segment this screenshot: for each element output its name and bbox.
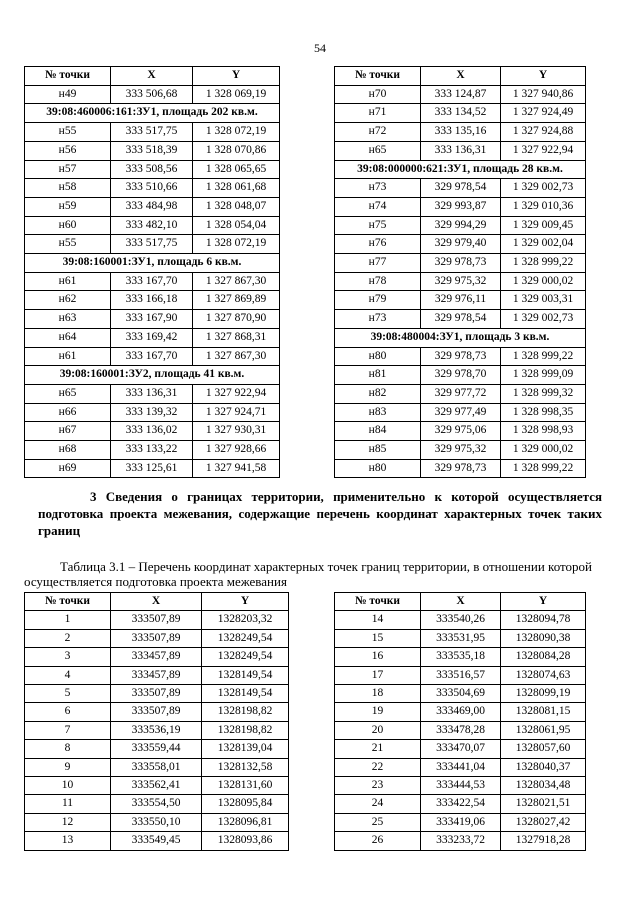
- y-coordinate-cell: 1 329 002,73: [501, 179, 586, 198]
- x-coordinate-cell: 333507,89: [111, 703, 202, 721]
- y-coordinate-cell: 1328095,84: [202, 795, 289, 813]
- y-coordinate-cell: 1328040,37: [501, 758, 586, 776]
- table-header-row: [335, 593, 586, 611]
- point-number-cell: н56: [25, 141, 111, 160]
- x-coordinate-cell: 329 978,54: [421, 179, 501, 198]
- point-number-cell: н63: [25, 310, 111, 329]
- table-row: [25, 291, 280, 310]
- y-coordinate-cell: 1328096,81: [202, 813, 289, 831]
- parcel-subheader: 39:08:000000:621:ЗУ1, площадь 28 кв.м.: [335, 160, 586, 179]
- point-number-cell: 21: [335, 740, 421, 758]
- territory-points-table-right: [334, 592, 586, 851]
- table-row: [25, 611, 289, 629]
- point-number-cell: н80: [335, 459, 421, 478]
- y-coordinate-cell: 1 327 870,90: [193, 310, 280, 329]
- x-coordinate-cell: 333 517,75: [111, 235, 193, 254]
- point-number-cell: н61: [25, 272, 111, 291]
- table-row: [25, 347, 280, 366]
- y-coordinate-cell: 1328131,60: [202, 777, 289, 795]
- point-number-cell: 9: [25, 758, 111, 776]
- point-number-cell: н80: [335, 347, 421, 366]
- table-row: [25, 216, 280, 235]
- table-row: [25, 310, 280, 329]
- x-coordinate-cell: 333 133,22: [111, 441, 193, 460]
- table-row: [25, 384, 280, 403]
- x-coordinate-cell: 329 975,32: [421, 441, 501, 460]
- point-number-cell: н85: [335, 441, 421, 460]
- table-row: [335, 179, 586, 198]
- table-row: [335, 721, 586, 739]
- point-number-cell: 1: [25, 611, 111, 629]
- point-number-cell: 11: [25, 795, 111, 813]
- point-number-cell: н59: [25, 197, 111, 216]
- x-coordinate-cell: 329 978,73: [421, 254, 501, 273]
- header-y: Y: [193, 67, 280, 86]
- point-number-cell: 19: [335, 703, 421, 721]
- x-coordinate-cell: 333441,04: [421, 758, 501, 776]
- x-coordinate-cell: 333 167,90: [111, 310, 193, 329]
- table-row: [25, 235, 280, 254]
- y-coordinate-cell: 1328203,32: [202, 611, 289, 629]
- table-row: [25, 758, 289, 776]
- y-coordinate-cell: 1 328 061,68: [193, 179, 280, 198]
- y-coordinate-cell: 1328021,51: [501, 795, 586, 813]
- point-number-cell: 15: [335, 629, 421, 647]
- point-number-cell: н82: [335, 384, 421, 403]
- y-coordinate-cell: 1 328 999,22: [501, 347, 586, 366]
- y-coordinate-cell: 1 329 009,45: [501, 216, 586, 235]
- table-row: [25, 685, 289, 703]
- y-coordinate-cell: 1328149,54: [202, 666, 289, 684]
- table-row: [25, 272, 280, 291]
- y-coordinate-cell: 1 328 998,93: [501, 422, 586, 441]
- parcel-subheader-row: [25, 254, 280, 273]
- y-coordinate-cell: 1 327 930,31: [193, 422, 280, 441]
- x-coordinate-cell: 333507,89: [111, 611, 202, 629]
- table-header-row: [25, 67, 280, 86]
- x-coordinate-cell: 329 979,40: [421, 235, 501, 254]
- point-number-cell: н74: [335, 197, 421, 216]
- table-row: [25, 703, 289, 721]
- table-row: [335, 235, 586, 254]
- point-number-cell: н75: [335, 216, 421, 235]
- table-row: [25, 813, 289, 831]
- table-row: [335, 813, 586, 831]
- header-y: Y: [202, 593, 289, 611]
- point-number-cell: н68: [25, 441, 111, 460]
- point-number-cell: 8: [25, 740, 111, 758]
- table-row: [335, 666, 586, 684]
- table-row: [25, 179, 280, 198]
- y-coordinate-cell: 1 329 002,73: [501, 310, 586, 329]
- table-row: [335, 291, 586, 310]
- parcel-subheader-row: [25, 104, 280, 123]
- header-point: № точки: [335, 67, 421, 86]
- point-number-cell: н83: [335, 403, 421, 422]
- table-row: [25, 141, 280, 160]
- y-coordinate-cell: 1 328 065,65: [193, 160, 280, 179]
- x-coordinate-cell: 329 977,49: [421, 403, 501, 422]
- table-row: [335, 832, 586, 850]
- x-coordinate-cell: 329 978,73: [421, 459, 501, 478]
- y-coordinate-cell: 1328057,60: [501, 740, 586, 758]
- section-heading: [38, 488, 602, 539]
- table-row: [25, 459, 280, 478]
- y-coordinate-cell: 1 328 999,32: [501, 384, 586, 403]
- point-number-cell: н71: [335, 104, 421, 123]
- y-coordinate-cell: 1 329 000,02: [501, 272, 586, 291]
- point-number-cell: н69: [25, 459, 111, 478]
- y-coordinate-cell: 1 328 999,22: [501, 459, 586, 478]
- x-coordinate-cell: 333457,89: [111, 666, 202, 684]
- x-coordinate-cell: 333419,06: [421, 813, 501, 831]
- y-coordinate-cell: 1 329 000,02: [501, 441, 586, 460]
- table-caption-text: Таблица 3.1 – Перечень координат характерных точек границ территории, в отношении которой осуществляется подготовка проекта межевания: [24, 559, 592, 589]
- x-coordinate-cell: 333 139,32: [111, 403, 193, 422]
- x-coordinate-cell: 333516,57: [421, 666, 501, 684]
- point-number-cell: н60: [25, 216, 111, 235]
- point-number-cell: 24: [335, 795, 421, 813]
- point-number-cell: н77: [335, 254, 421, 273]
- point-number-cell: 17: [335, 666, 421, 684]
- y-coordinate-cell: 1 328 072,19: [193, 123, 280, 142]
- x-coordinate-cell: 333 136,31: [421, 141, 501, 160]
- x-coordinate-cell: 333 506,68: [111, 85, 193, 104]
- x-coordinate-cell: 329 993,87: [421, 197, 501, 216]
- y-coordinate-cell: 1328074,63: [501, 666, 586, 684]
- table-row: [25, 422, 280, 441]
- point-number-cell: 5: [25, 685, 111, 703]
- y-coordinate-cell: 1 329 010,36: [501, 197, 586, 216]
- header-point: № точки: [335, 593, 421, 611]
- point-number-cell: н67: [25, 422, 111, 441]
- y-coordinate-cell: 1 328 069,19: [193, 85, 280, 104]
- x-coordinate-cell: 333469,00: [421, 703, 501, 721]
- y-coordinate-cell: 1328027,42: [501, 813, 586, 831]
- parcel-subheader: 39:08:460006:161:ЗУ1, площадь 202 кв.м.: [25, 104, 280, 123]
- x-coordinate-cell: 333507,89: [111, 685, 202, 703]
- table-row: [25, 740, 289, 758]
- table-row: [335, 685, 586, 703]
- y-coordinate-cell: 1 327 924,88: [501, 123, 586, 142]
- x-coordinate-cell: 333 136,02: [111, 422, 193, 441]
- table-row: [335, 216, 586, 235]
- header-x: X: [421, 67, 501, 86]
- point-number-cell: н62: [25, 291, 111, 310]
- table-row: [335, 703, 586, 721]
- y-coordinate-cell: 1 328 072,19: [193, 235, 280, 254]
- table-row: [25, 123, 280, 142]
- x-coordinate-cell: 333 517,75: [111, 123, 193, 142]
- x-coordinate-cell: 329 994,29: [421, 216, 501, 235]
- point-number-cell: н57: [25, 160, 111, 179]
- table-row: [25, 648, 289, 666]
- y-coordinate-cell: 1328198,82: [202, 703, 289, 721]
- x-coordinate-cell: 333504,69: [421, 685, 501, 703]
- table-header-row: [25, 593, 289, 611]
- point-number-cell: 7: [25, 721, 111, 739]
- x-coordinate-cell: 333 135,16: [421, 123, 501, 142]
- table-row: [335, 85, 586, 104]
- section-heading-text: Сведения о границах территории, применительно к которой осуществляется подготовка проекта межевания, содержащие перечень координат характерных точек таких границ: [38, 489, 603, 538]
- point-number-cell: н49: [25, 85, 111, 104]
- point-number-cell: 6: [25, 703, 111, 721]
- coordinates-table-right: [334, 66, 586, 478]
- table-row: [335, 611, 586, 629]
- x-coordinate-cell: 333559,44: [111, 740, 202, 758]
- y-coordinate-cell: 1328249,54: [202, 629, 289, 647]
- y-coordinate-cell: 1 327 922,94: [193, 384, 280, 403]
- territory-points-table-left: [24, 592, 289, 851]
- table-row: [335, 197, 586, 216]
- point-number-cell: н55: [25, 123, 111, 142]
- table-row: [335, 347, 586, 366]
- x-coordinate-cell: 333478,28: [421, 721, 501, 739]
- header-point: № точки: [25, 593, 111, 611]
- point-number-cell: н61: [25, 347, 111, 366]
- point-number-cell: н73: [335, 179, 421, 198]
- table-row: [335, 366, 586, 385]
- point-number-cell: н81: [335, 366, 421, 385]
- table-row: [25, 666, 289, 684]
- point-number-cell: 22: [335, 758, 421, 776]
- x-coordinate-cell: 329 976,11: [421, 291, 501, 310]
- table-row: [335, 123, 586, 142]
- x-coordinate-cell: 333550,10: [111, 813, 202, 831]
- y-coordinate-cell: 1328061,95: [501, 721, 586, 739]
- x-coordinate-cell: 329 978,70: [421, 366, 501, 385]
- x-coordinate-cell: 333507,89: [111, 629, 202, 647]
- point-number-cell: н78: [335, 272, 421, 291]
- point-number-cell: 20: [335, 721, 421, 739]
- table-row: [25, 197, 280, 216]
- point-number-cell: н64: [25, 328, 111, 347]
- y-coordinate-cell: 1 327 922,94: [501, 141, 586, 160]
- y-coordinate-cell: 1 327 941,58: [193, 459, 280, 478]
- table-row: [335, 758, 586, 776]
- x-coordinate-cell: 329 978,54: [421, 310, 501, 329]
- y-coordinate-cell: 1328099,19: [501, 685, 586, 703]
- x-coordinate-cell: 329 975,06: [421, 422, 501, 441]
- x-coordinate-cell: 333 510,66: [111, 179, 193, 198]
- y-coordinate-cell: 1 329 003,31: [501, 291, 586, 310]
- parcel-subheader: 39:08:480004:ЗУ1, площадь 3 кв.м.: [335, 328, 586, 347]
- point-number-cell: н70: [335, 85, 421, 104]
- y-coordinate-cell: 1 327 869,89: [193, 291, 280, 310]
- point-number-cell: 23: [335, 777, 421, 795]
- x-coordinate-cell: 333549,45: [111, 832, 202, 850]
- y-coordinate-cell: 1 328 054,04: [193, 216, 280, 235]
- x-coordinate-cell: 333470,07: [421, 740, 501, 758]
- point-number-cell: 18: [335, 685, 421, 703]
- header-point: № точки: [25, 67, 111, 86]
- x-coordinate-cell: 333457,89: [111, 648, 202, 666]
- x-coordinate-cell: 333562,41: [111, 777, 202, 795]
- point-number-cell: 12: [25, 813, 111, 831]
- x-coordinate-cell: 333536,19: [111, 721, 202, 739]
- x-coordinate-cell: 329 978,73: [421, 347, 501, 366]
- y-coordinate-cell: 1327918,28: [501, 832, 586, 850]
- point-number-cell: н76: [335, 235, 421, 254]
- point-number-cell: 2: [25, 629, 111, 647]
- x-coordinate-cell: 333 508,56: [111, 160, 193, 179]
- x-coordinate-cell: 333 169,42: [111, 328, 193, 347]
- table-row: [335, 254, 586, 273]
- y-coordinate-cell: 1 328 048,07: [193, 197, 280, 216]
- x-coordinate-cell: 333540,26: [421, 611, 501, 629]
- table-row: [25, 441, 280, 460]
- point-number-cell: н79: [335, 291, 421, 310]
- page-number: 54: [314, 41, 326, 55]
- parcel-subheader-row: [335, 160, 586, 179]
- y-coordinate-cell: 1 329 002,04: [501, 235, 586, 254]
- table-row: [335, 441, 586, 460]
- header-x: X: [111, 593, 202, 611]
- x-coordinate-cell: 333 484,98: [111, 197, 193, 216]
- y-coordinate-cell: 1 327 940,86: [501, 85, 586, 104]
- header-x: X: [111, 67, 193, 86]
- x-coordinate-cell: 333233,72: [421, 832, 501, 850]
- x-coordinate-cell: 333 125,61: [111, 459, 193, 478]
- point-number-cell: 25: [335, 813, 421, 831]
- y-coordinate-cell: 1328093,86: [202, 832, 289, 850]
- x-coordinate-cell: 333422,54: [421, 795, 501, 813]
- coordinates-table-left: [24, 66, 280, 478]
- point-number-cell: 13: [25, 832, 111, 850]
- table-row: [335, 629, 586, 647]
- point-number-cell: 4: [25, 666, 111, 684]
- x-coordinate-cell: 333554,50: [111, 795, 202, 813]
- table-row: [25, 85, 280, 104]
- x-coordinate-cell: 333 167,70: [111, 272, 193, 291]
- table-row: [335, 459, 586, 478]
- header-y: Y: [501, 67, 586, 86]
- parcel-subheader-row: [335, 328, 586, 347]
- section-number: 3: [90, 489, 97, 504]
- y-coordinate-cell: 1 327 867,30: [193, 272, 280, 291]
- y-coordinate-cell: 1328139,04: [202, 740, 289, 758]
- y-coordinate-cell: 1328198,82: [202, 721, 289, 739]
- table-caption: [24, 559, 604, 589]
- point-number-cell: 10: [25, 777, 111, 795]
- y-coordinate-cell: 1328081,15: [501, 703, 586, 721]
- y-coordinate-cell: 1 327 924,49: [501, 104, 586, 123]
- table-row: [25, 832, 289, 850]
- table-row: [25, 160, 280, 179]
- y-coordinate-cell: 1 327 928,66: [193, 441, 280, 460]
- table-row: [335, 141, 586, 160]
- parcel-subheader: 39:08:160001:ЗУ2, площадь 41 кв.м.: [25, 366, 280, 385]
- point-number-cell: н73: [335, 310, 421, 329]
- point-number-cell: 16: [335, 648, 421, 666]
- table-row: [335, 384, 586, 403]
- x-coordinate-cell: 333531,95: [421, 629, 501, 647]
- point-number-cell: н72: [335, 123, 421, 142]
- point-number-cell: н65: [25, 384, 111, 403]
- point-number-cell: 14: [335, 611, 421, 629]
- y-coordinate-cell: 1328090,38: [501, 629, 586, 647]
- table-row: [25, 795, 289, 813]
- x-coordinate-cell: 329 975,32: [421, 272, 501, 291]
- x-coordinate-cell: 329 977,72: [421, 384, 501, 403]
- y-coordinate-cell: 1 328 999,22: [501, 254, 586, 273]
- y-coordinate-cell: 1 328 999,09: [501, 366, 586, 385]
- x-coordinate-cell: 333 482,10: [111, 216, 193, 235]
- table-row: [335, 403, 586, 422]
- table-row: [25, 328, 280, 347]
- x-coordinate-cell: 333 134,52: [421, 104, 501, 123]
- x-coordinate-cell: 333535,18: [421, 648, 501, 666]
- table-header-row: [335, 67, 586, 86]
- table-row: [335, 272, 586, 291]
- y-coordinate-cell: 1 328 998,35: [501, 403, 586, 422]
- x-coordinate-cell: 333 166,18: [111, 291, 193, 310]
- y-coordinate-cell: 1328094,78: [501, 611, 586, 629]
- point-number-cell: 26: [335, 832, 421, 850]
- table-row: [335, 310, 586, 329]
- point-number-cell: н58: [25, 179, 111, 198]
- x-coordinate-cell: 333 124,87: [421, 85, 501, 104]
- point-number-cell: н55: [25, 235, 111, 254]
- x-coordinate-cell: 333 518,39: [111, 141, 193, 160]
- header-y: Y: [501, 593, 586, 611]
- y-coordinate-cell: 1328084,28: [501, 648, 586, 666]
- x-coordinate-cell: 333 167,70: [111, 347, 193, 366]
- parcel-subheader-row: [25, 366, 280, 385]
- y-coordinate-cell: 1328034,48: [501, 777, 586, 795]
- y-coordinate-cell: 1328149,54: [202, 685, 289, 703]
- point-number-cell: 3: [25, 648, 111, 666]
- x-coordinate-cell: 333558,01: [111, 758, 202, 776]
- table-row: [25, 777, 289, 795]
- y-coordinate-cell: 1 327 867,30: [193, 347, 280, 366]
- table-row: [335, 795, 586, 813]
- y-coordinate-cell: 1328249,54: [202, 648, 289, 666]
- point-number-cell: н65: [335, 141, 421, 160]
- x-coordinate-cell: 333 136,31: [111, 384, 193, 403]
- table-row: [335, 104, 586, 123]
- table-row: [25, 629, 289, 647]
- table-row: [335, 740, 586, 758]
- y-coordinate-cell: 1 327 868,31: [193, 328, 280, 347]
- table-row: [335, 777, 586, 795]
- y-coordinate-cell: 1 328 070,86: [193, 141, 280, 160]
- point-number-cell: н84: [335, 422, 421, 441]
- table-row: [25, 403, 280, 422]
- point-number-cell: н66: [25, 403, 111, 422]
- y-coordinate-cell: 1 327 924,71: [193, 403, 280, 422]
- header-x: X: [421, 593, 501, 611]
- table-row: [335, 648, 586, 666]
- table-row: [25, 721, 289, 739]
- table-row: [335, 422, 586, 441]
- y-coordinate-cell: 1328132,58: [202, 758, 289, 776]
- parcel-subheader: 39:08:160001:ЗУ1, площадь 6 кв.м.: [25, 254, 280, 273]
- x-coordinate-cell: 333444,53: [421, 777, 501, 795]
